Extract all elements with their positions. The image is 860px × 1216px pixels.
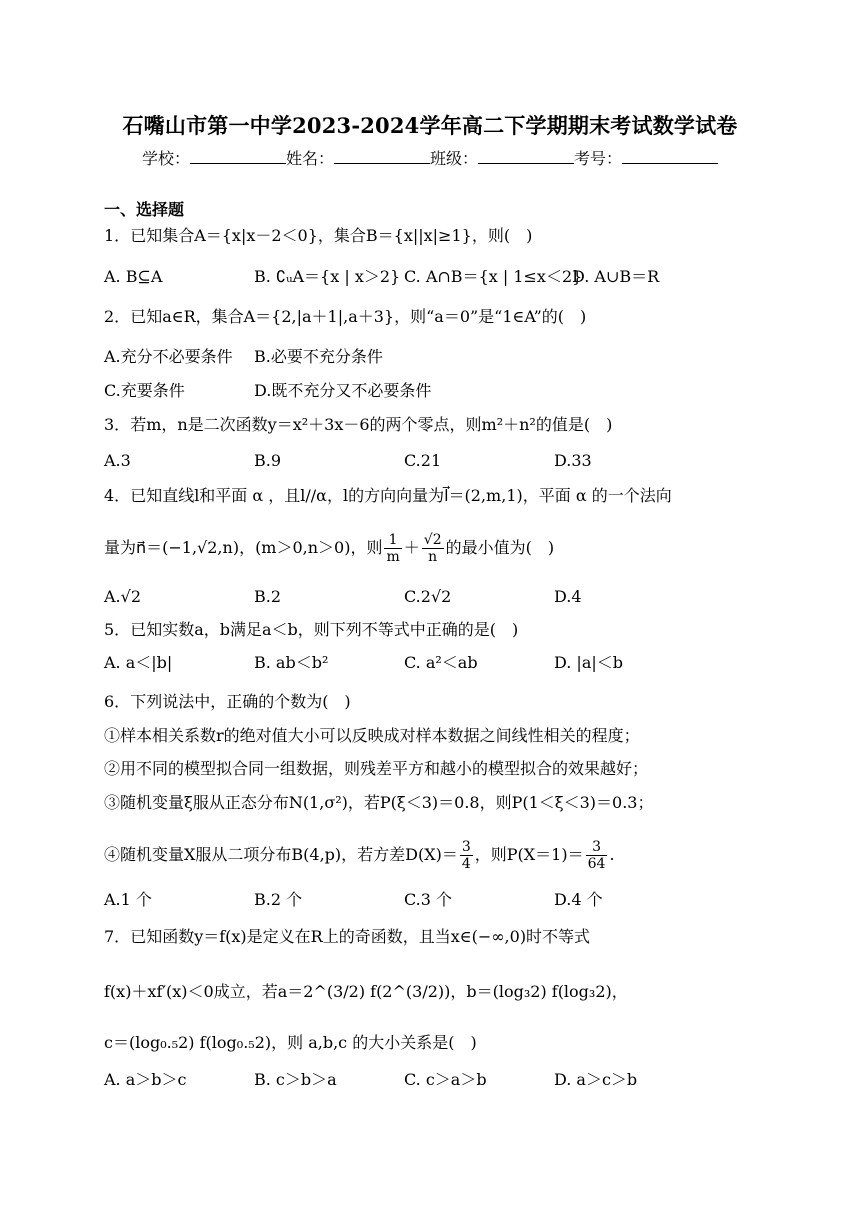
question-stem: 已知直线l和平面 α ，且l//α，l的方向向量为l⃗＝(2,m,1)，平面 α 的一个法向 bbox=[130, 486, 672, 505]
q1-option-d[interactable]: D. A∪B＝R bbox=[572, 267, 660, 286]
q2-option-c[interactable]: C.充要条件 bbox=[104, 381, 185, 400]
section-title: 一、选择题 bbox=[104, 200, 185, 219]
question-stem: 已知函数y＝f(x)是定义在R上的奇函数，且当x∈(−∞,0)时不等式 bbox=[130, 927, 591, 946]
question-4-line-1 bbox=[104, 485, 672, 507]
q6-option-a[interactable]: A.1 个 bbox=[104, 890, 152, 909]
question-number: 7． bbox=[104, 927, 131, 946]
numerator: √2 bbox=[423, 532, 442, 548]
q7-option-b[interactable]: B. c＞b＞a bbox=[254, 1070, 337, 1089]
denominator: 4 bbox=[461, 856, 471, 872]
q3-option-c[interactable]: C.21 bbox=[404, 451, 442, 470]
student-info-row bbox=[0, 146, 860, 169]
q1-option-c[interactable]: C. A∩B＝{x | 1≤x＜2} bbox=[404, 267, 583, 286]
question-7-line-2: f(x)＋xf′(x)＜0成立，若a＝2^(3/2) f(2^(3/2))，b＝(log₃2) f(log₃2)， bbox=[104, 982, 628, 1001]
name-label: 姓名： bbox=[285, 149, 334, 168]
q2-option-d[interactable]: D.既不充分又不必要条件 bbox=[254, 381, 432, 400]
question-stem-tail: 的最小值为( ) bbox=[445, 538, 555, 557]
question-5 bbox=[104, 619, 518, 641]
q3-option-a[interactable]: A.3 bbox=[104, 451, 131, 470]
question-4-line-2: 量为n⃗＝(−1,√2,n)，(m＞0,n＞0)，则 $\frac{1}{m}$ ＋ $\frac{√2}{n}$ 的最小值为( ) bbox=[104, 532, 555, 565]
question-2 bbox=[104, 306, 586, 328]
question-stem: 下列说法中，正确的个数为( ) bbox=[130, 692, 351, 711]
q4-option-a[interactable]: A.√2 bbox=[104, 587, 142, 606]
statement-3: ③随机变量ξ服从正态分布N(1,σ²)，若P(ξ＜3)＝0.8，则P(1＜ξ＜3)＝0.3； bbox=[104, 793, 654, 812]
question-6 bbox=[104, 691, 351, 713]
q3-option-d[interactable]: D.33 bbox=[554, 451, 592, 470]
q1-option-a[interactable]: A. B⊆A bbox=[104, 267, 163, 286]
q7-option-a[interactable]: A. a＞b＞c bbox=[104, 1070, 187, 1089]
q5-option-a[interactable]: A. a＜|b| bbox=[104, 653, 173, 672]
question-number: 2． bbox=[104, 307, 131, 326]
q3-option-b[interactable]: B.9 bbox=[254, 451, 282, 470]
q5-option-d[interactable]: D. |a|＜b bbox=[554, 653, 623, 672]
question-stem: 量为n⃗＝(−1,√2,n)，(m＞0,n＞0)，则 bbox=[104, 538, 383, 557]
fraction bbox=[422, 532, 444, 565]
numerator: 1 bbox=[384, 532, 401, 549]
question-number: 1． bbox=[104, 226, 131, 245]
q5-option-b[interactable]: B. ab＜b² bbox=[254, 653, 329, 672]
statement-1: ①样本相关系数r的绝对值大小可以反映成对样本数据之间线性相关的程度； bbox=[104, 726, 640, 745]
statement-text: ，则P(X＝1)＝ bbox=[474, 845, 584, 864]
school-blank[interactable] bbox=[190, 149, 286, 164]
denominator: 64 bbox=[587, 856, 606, 872]
q4-option-c[interactable]: C.2√2 bbox=[404, 587, 452, 606]
q7-option-d[interactable]: D. a＞c＞b bbox=[554, 1070, 638, 1089]
exam-number-label: 考号： bbox=[574, 149, 623, 168]
q7-option-c[interactable]: C. c＞a＞b bbox=[404, 1070, 487, 1089]
q6-option-d[interactable]: D.4 个 bbox=[554, 890, 603, 909]
statement-4: ④随机变量X服从二项分布B(4,p)，若方差D(X)＝ $\frac{3}{4}$ ，则P(X＝1)＝ $\frac{3}{64}$ . bbox=[104, 839, 615, 872]
exam-title: 石嘴山市第一中学2023-2024学年高二下学期期末考试数学试卷 bbox=[122, 113, 738, 138]
question-stem: 已知a∈R，集合A＝{2,|a＋1|,a＋3}，则“a＝0”是“1∈A”的( ) bbox=[130, 307, 587, 326]
question-number: 6． bbox=[104, 692, 131, 711]
question-1 bbox=[104, 225, 532, 247]
class-blank[interactable] bbox=[478, 149, 574, 164]
name-blank[interactable] bbox=[334, 149, 430, 164]
q5-option-c[interactable]: C. a²＜ab bbox=[404, 653, 478, 672]
fraction bbox=[384, 532, 401, 565]
question-3 bbox=[104, 414, 612, 436]
question-stem: 若m，n是二次函数y＝x²＋3x－6的两个零点，则m²＋n²的值是( ) bbox=[130, 415, 613, 434]
question-7-line-3: c＝(log₀.₅2) f(log₀.₅2)，则 a,b,c 的大小关系是( ) bbox=[104, 1033, 477, 1052]
fraction bbox=[460, 839, 473, 872]
q6-option-c[interactable]: C.3 个 bbox=[404, 890, 453, 909]
question-number: 4． bbox=[104, 486, 131, 505]
question-stem: 已知实数a，b满足a＜b，则下列不等式中正确的是( ) bbox=[130, 620, 519, 639]
question-number: 5． bbox=[104, 620, 131, 639]
q6-option-b[interactable]: B.2 个 bbox=[254, 890, 303, 909]
denominator: n bbox=[428, 549, 438, 565]
question-7-line-1 bbox=[104, 926, 590, 948]
denominator: m bbox=[386, 549, 400, 565]
numerator: 3 bbox=[461, 839, 471, 855]
q4-option-d[interactable]: D.4 bbox=[554, 587, 582, 606]
statement-2: ②用不同的模型拟合同一组数据，则残差平方和越小的模型拟合的效果越好； bbox=[104, 759, 649, 778]
statement-text: ④随机变量X服从二项分布B(4,p)，若方差D(X)＝ bbox=[104, 845, 458, 864]
q4-option-b[interactable]: B.2 bbox=[254, 587, 282, 606]
fraction bbox=[586, 839, 608, 872]
class-label: 班级： bbox=[430, 149, 479, 168]
numerator: 3 bbox=[586, 839, 608, 856]
q1-option-b[interactable]: B. ∁ᵤA＝{x | x＞2} bbox=[254, 267, 401, 286]
exam-number-blank[interactable] bbox=[622, 149, 718, 164]
q2-option-a[interactable]: A.充分不必要条件 bbox=[104, 347, 233, 366]
school-label: 学校： bbox=[141, 149, 190, 168]
q2-option-b[interactable]: B.必要不充分条件 bbox=[254, 347, 383, 366]
question-stem: 已知集合A＝{x|x－2＜0}，集合B＝{x||x|≥1}，则( ) bbox=[130, 226, 533, 245]
question-number: 3． bbox=[104, 415, 131, 434]
